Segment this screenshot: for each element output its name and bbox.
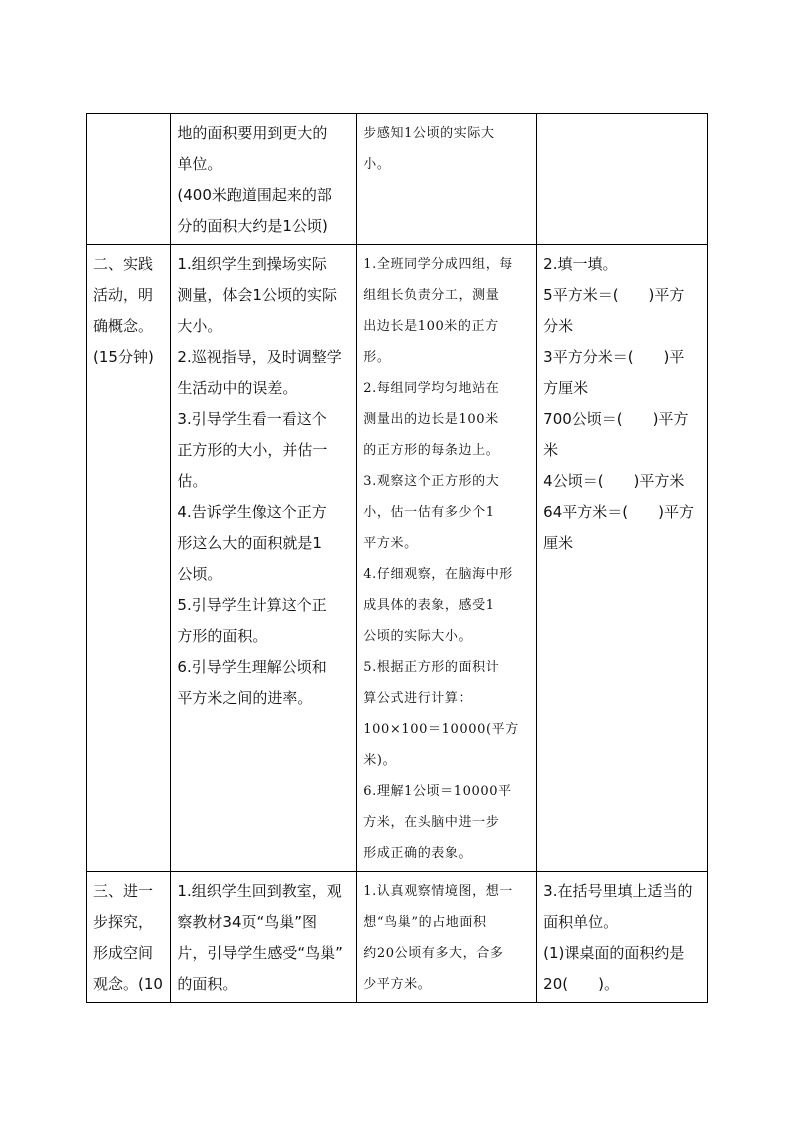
text-line: 20( )。 [543,975,619,993]
text-line: 分米 [543,317,574,335]
text-line: 方形的面积。 [177,627,268,645]
text-line: 地的面积要用到更大的 [177,124,328,142]
text-line: 3.观察这个正方形的大 [363,474,500,489]
stage-cell [87,872,171,1003]
text-line: 形这么大的面积就是1 [177,534,322,552]
stage-cell [87,245,171,872]
text-line: 测量，体会1公顷的实际 [177,286,337,304]
text-line: 2.填一填。 [543,255,618,273]
text-line: 大小。 [177,317,223,335]
text-line: 1.组织学生到操场实际 [177,255,327,273]
text-line: 米 [543,441,559,459]
text-line: 组组长负责分工，测量 [363,288,500,303]
text-line: 确概念。 [93,317,154,335]
text-line: 1.组织学生回到教室，观 [177,882,342,900]
text-line: 5.根据正方形的面积计 [363,660,500,675]
text-line: 的正方形的每条边上。 [363,443,500,458]
text-line: 成具体的表象，感受1 [363,598,495,613]
text-line: 想“鸟巢”的占地面积 [363,915,487,930]
text-line: 观念。(10 [93,975,163,993]
text-line: 3.引导学生看一看这个 [177,410,327,428]
text-line: 算公式进行计算： [363,691,473,706]
text-line: 平方米之间的进率。 [177,689,313,707]
text-line: 5平方米＝( )平方 [543,286,685,304]
teacher-activity-cell [171,872,357,1003]
student-activity-cell [357,872,537,1003]
text-line: 少平方米。 [363,977,432,992]
table-row [87,872,708,1003]
text-line: 出边长是100米的正方 [363,319,499,334]
text-line: 步探究， [93,913,154,931]
text-line: 面积单位。 [543,913,619,931]
text-line: 64平方米＝( )平方 [543,503,694,521]
text-line: 2.每组同学均匀地站在 [363,381,500,396]
text-line: 测量出的边长是100米 [363,412,499,427]
table-row [87,114,708,245]
teacher-activity-cell [171,245,357,872]
text-line: 4.仔细观察，在脑海中形 [363,567,513,582]
text-line: 正方形的大小，并估一估。 [177,441,328,490]
student-activity-cell [357,245,537,872]
text-line: (15分钟) [93,348,154,366]
text-line: (400米跑道围起来的部 [177,186,332,204]
text-line: 形成空间 [93,944,154,962]
text-line: 米)。 [363,753,397,768]
text-line: 小。 [363,157,391,172]
text-line: 的面积。 [177,975,238,993]
text-line: 察教材34页“鸟巢”图 [177,913,318,931]
text-line: 形成正确的表象。 [363,846,473,861]
text-line: 方米，在头脑中进一步 [363,815,500,830]
text-line: 方厘米 [543,379,589,397]
table-row [87,245,708,872]
teacher-activity-cell [171,114,357,245]
text-line: 1.全班同学分成四组，每 [363,257,513,272]
text-line: 5.引导学生计算这个正 [177,596,327,614]
text-line: 100×100＝10000(平方 [363,722,519,737]
text-line: 4公顷＝( )平方米 [543,472,685,490]
text-line: 单位。 [177,155,223,173]
text-line: 约20公顷有多大，合多 [363,946,504,961]
lesson-plan-table [86,113,708,1003]
text-line: 6.理解1公顷＝10000平 [363,784,512,799]
practice-cell [537,245,708,872]
text-line: 分的面积大约是1公顷) [177,217,328,235]
text-line: 三、进一 [93,882,154,900]
text-line: 4.告诉学生像这个正方 [177,503,327,521]
text-line: (1)课桌面的面积约是 [543,944,685,962]
text-line: 活动，明 [93,286,154,304]
text-line: 形。 [363,350,391,365]
text-line: 3.在括号里填上适当的 [543,882,693,900]
text-line: 小，估一估有多少个1 [363,505,495,520]
text-line: 片，引导学生感受“鸟巢” [177,944,343,962]
student-activity-cell [357,114,537,245]
text-line: 厘米 [543,534,574,552]
text-line: 公顷的实际大小。 [363,629,473,644]
text-line: 2.巡视指导，及时调整学 [177,348,342,366]
practice-cell [537,872,708,1003]
text-line: 3平方分米＝( )平 [543,348,685,366]
text-line: 平方米。 [363,536,418,551]
text-line: 生活动中的误差。 [177,379,298,397]
text-line: 二、实践 [93,255,154,273]
practice-cell [537,114,708,245]
text-line: 步感知1公顷的实际大 [363,126,495,141]
text-line: 6.引导学生理解公顷和 [177,658,327,676]
text-line: 公顷。 [177,565,223,583]
stage-cell [87,114,171,245]
text-line: 700公顷＝( )平方 [543,410,689,428]
text-line: 1.认真观察情境图，想一 [363,884,513,899]
